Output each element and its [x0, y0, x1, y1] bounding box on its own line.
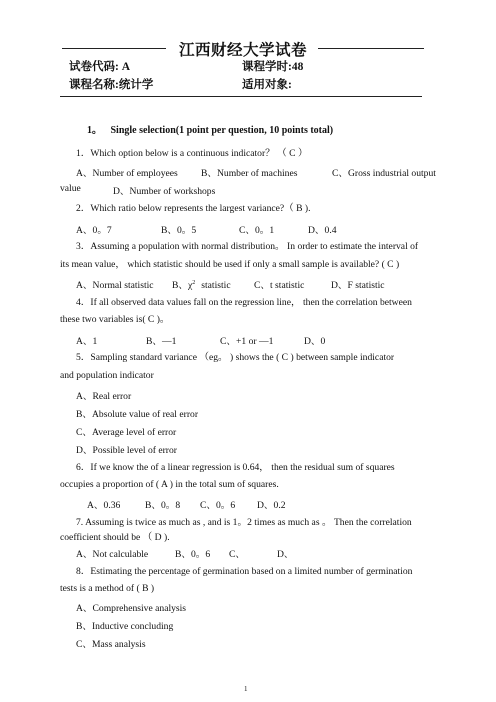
q2-option-b: B、0。5 [161, 225, 197, 236]
q7-option-c: C、 [229, 549, 245, 560]
q4-option-b: B、—1 [146, 336, 177, 347]
q7-option-d: D、 [277, 549, 294, 560]
target-audience: 适用对象: [242, 79, 292, 91]
exam-code: 试卷代码: A [69, 61, 131, 73]
q6-option-b: B、0。8 [145, 500, 181, 511]
question-7: 7. Assuming is twice as much as , and is 1。2 times as much as 。 Then the correlation [76, 517, 412, 528]
q8-option-c: C、Mass analysis [76, 639, 146, 650]
section-number: 1。 [87, 125, 102, 136]
page-number: 1 [244, 685, 248, 693]
question-5-cont: and population indicator [60, 370, 154, 381]
question-8: 8．Estimating the percentage of germination based on a limited number of germination [76, 566, 413, 577]
q1-option-a: A、Number of employees [76, 168, 178, 179]
course-hours: 课程学时:48 [242, 61, 304, 73]
q1-option-c-cont: value [60, 183, 81, 194]
question-3: 3．Assuming a population with normal distribution。 In order to estimate the interval of [76, 241, 419, 252]
question-6: 6．If we know the of a linear regression is 0.64， then the residual sum of squares [76, 462, 395, 473]
q8-option-a: A、Comprehensive analysis [76, 603, 187, 614]
q2-option-a: A、0。7 [76, 225, 112, 236]
q4-option-a: A、1 [76, 336, 98, 347]
q8-option-b: B、Inductive concluding [76, 621, 174, 632]
q5-option-c: C、Average level of error [76, 427, 177, 438]
q6-option-c: C、0。6 [200, 500, 236, 511]
question-3-cont: its mean value， which statistic should be used if only a small sample is available? ( C ) [60, 259, 400, 270]
q2-option-c: C、0。1 [239, 225, 275, 236]
q3-option-b: B、$\chi^2$ statistic [172, 279, 231, 291]
q4-option-c: C、+1 or —1 [220, 336, 274, 347]
q5-option-a: A、Real error [76, 391, 132, 402]
header-divider [60, 96, 422, 97]
q1-option-d: D、Number of workshops [113, 186, 216, 197]
q3-option-d: D、F statistic [331, 280, 385, 291]
course-name: 课程名称:统计学 [69, 79, 154, 91]
q7-option-b: B、0。6 [175, 549, 211, 560]
question-5: 5．Sampling standard variance （eg。 ) shows the ( C ) between sample indicator [76, 352, 395, 363]
q5-option-d: D、Possible level of error [76, 445, 177, 456]
section-title: Single selection(1 point per question, 10 points total) [110, 125, 334, 136]
section-heading [87, 121, 333, 136]
question-1: 1．Which option below is a continuous indicator？ （ C ） [76, 148, 308, 159]
question-4-cont: these two variables is( C )。 [60, 314, 170, 325]
q3-option-c: C、t statistic [254, 280, 305, 291]
question-6-cont: occupies a proportion of ( A ) in the total sum of squares. [60, 479, 279, 490]
question-4: 4．If all observed data values fall on the regression line， then the correlation between [76, 297, 412, 308]
q1-option-b: B、Number of machines [201, 168, 298, 179]
exam-title-block [62, 38, 424, 58]
question-8-cont: tests is a method of ( B ) [60, 583, 155, 594]
q2-option-d: D、0.4 [308, 225, 337, 236]
q4-option-d: D、0 [304, 336, 326, 347]
title-rule-right [318, 48, 424, 49]
q7-option-a: A、Not calculable [76, 549, 149, 560]
question-7-cont: coefficient should be （ D ). [60, 532, 170, 543]
q1-option-c: C、Gross industrial output [332, 168, 436, 179]
question-2: 2．Which ratio below represents the largest variance?（ B ). [76, 203, 311, 214]
q6-option-a: A、0.36 [87, 500, 121, 511]
q6-option-d: D、0.2 [257, 500, 286, 511]
q3-option-a: A、Normal statistic [76, 280, 154, 291]
q5-option-b: B、Absolute value of real error [76, 409, 199, 420]
exam-title: 江西财经大学试卷 [178, 42, 307, 59]
